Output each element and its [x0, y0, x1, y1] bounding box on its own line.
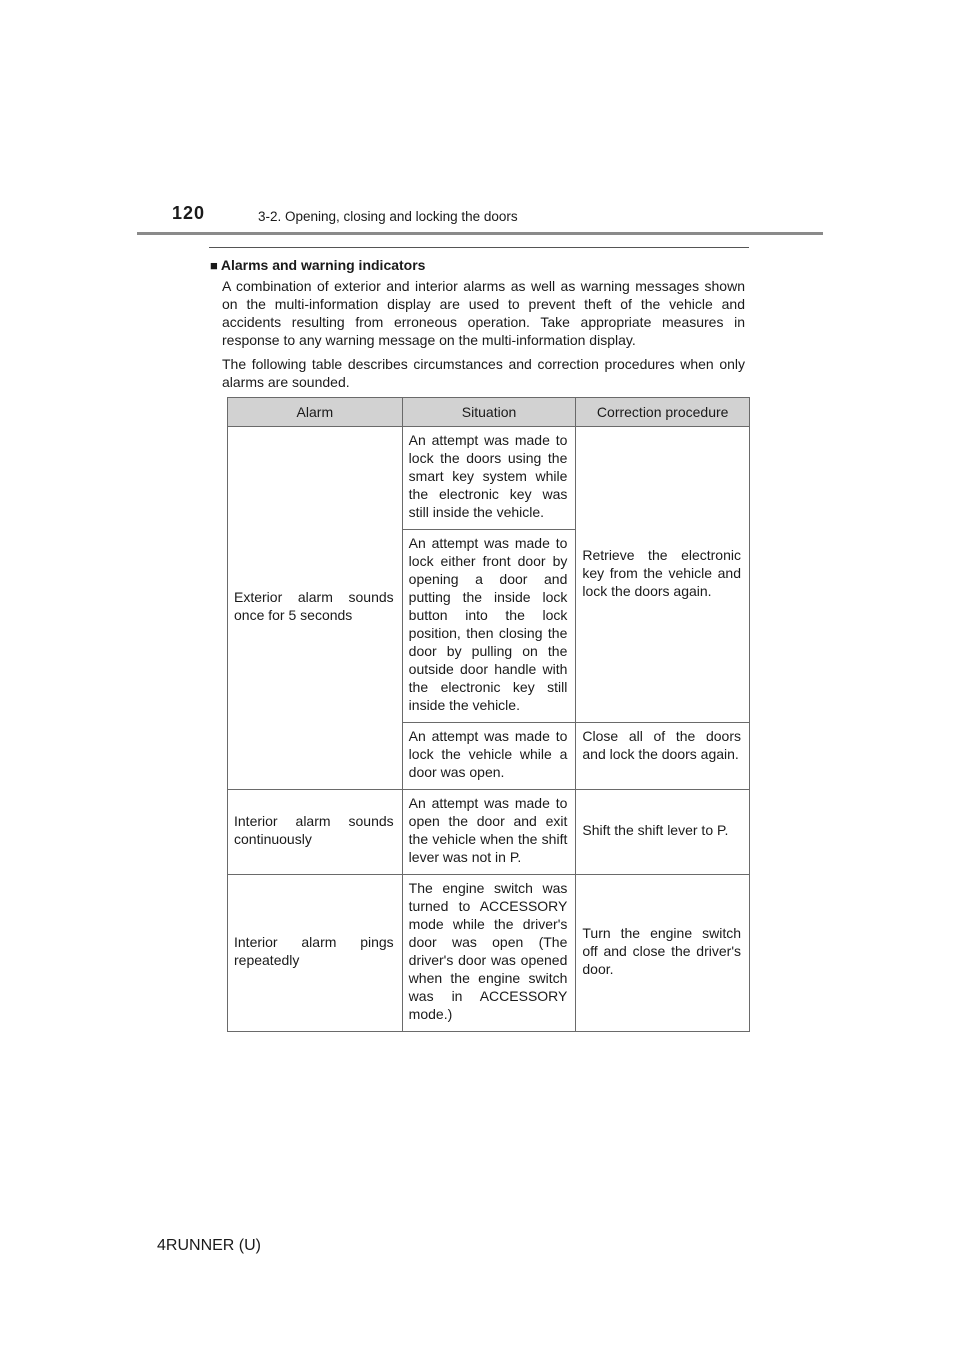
alarm-cell: Interior alarm sounds continuously [228, 790, 403, 875]
square-bullet-icon: ■ [210, 258, 218, 273]
situation-cell: An attempt was made to lock the vehicle while a door was open. [402, 723, 576, 790]
correction-cell: Retrieve the electronic key from the vehicle and lock the doors again. [576, 427, 750, 723]
table-description-paragraph: The following table describes circumstances and correction procedures when only alarms are sounded. [222, 356, 745, 390]
situation-cell: An attempt was made to lock either front door by opening a door and putting the inside lock button into the lock position, then closing the door by pulling on the outside door handle with the electronic key still inside the vehicle. [402, 530, 576, 723]
table-row [228, 427, 750, 530]
alarm-cell: Exterior alarm sounds once for 5 seconds [228, 427, 403, 790]
situation-cell: An attempt was made to open the door and exit the vehicle when the shift lever was not in P. [402, 790, 576, 875]
intro-paragraph: A combination of exterior and interior alarms as well as warning messages shown on the multi-information display are used to prevent theft of the vehicle and accidents resulting from erroneous operation. Take appropriate measures in response to any warning message on the multi-information display. [222, 278, 745, 348]
alarms-table [227, 397, 750, 1032]
running-header: 3-2. Opening, closing and locking the doors [258, 209, 518, 224]
header-correction-procedure: Correction procedure [576, 398, 750, 427]
footer-model-label: 4RUNNER (U) [157, 1237, 261, 1254]
alarm-cell: Interior alarm pings repeatedly [228, 875, 403, 1032]
header-alarm: Alarm [228, 398, 403, 427]
table-header-row [228, 398, 750, 427]
situation-cell: An attempt was made to lock the doors using the smart key system while the electronic key was still inside the vehicle. [402, 427, 576, 530]
page-number: 120 [172, 203, 206, 223]
correction-cell: Shift the shift lever to P. [576, 790, 750, 875]
header-situation: Situation [402, 398, 576, 427]
table-row [228, 875, 750, 1032]
alarms-section [210, 256, 745, 391]
header-rule [137, 232, 823, 235]
situation-cell: The engine switch was turned to ACCESSORY mode while the driver's door was open (The driver's door was opened when the engine switch was in ACCESSORY mode.) [402, 875, 576, 1032]
section-heading [210, 256, 745, 275]
table-row [228, 790, 750, 875]
correction-cell: Close all of the doors and lock the doors again. [576, 723, 750, 790]
correction-cell: Turn the engine switch off and close the driver's door. [576, 875, 750, 1032]
section-rule [209, 247, 749, 248]
section-heading-text: Alarms and warning indicators [220, 257, 426, 273]
